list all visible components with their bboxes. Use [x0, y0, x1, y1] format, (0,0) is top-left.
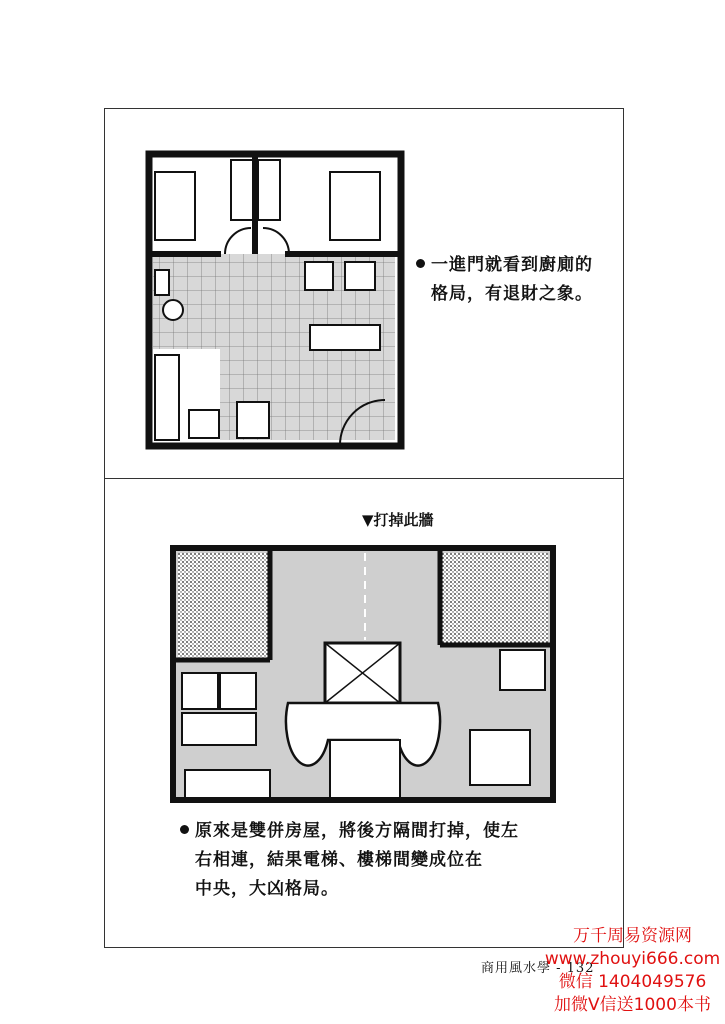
watermark	[540, 925, 725, 1017]
bullet-icon	[180, 825, 189, 834]
watermark-line4: 加微V信送1000本书	[554, 995, 711, 1015]
bottom-caption-line1: 原來是雙併房屋，將後方隔間打掉，使左	[195, 821, 519, 841]
bullet-icon	[416, 259, 425, 268]
top-caption-line2: 格局，有退財之象。	[431, 284, 593, 304]
watermark-line3: 微信 1404049576	[558, 972, 707, 992]
floor-plan-top	[145, 150, 405, 450]
floor-plan-bottom	[170, 545, 556, 803]
bottom-caption-line3: 中央，大凶格局。	[195, 879, 339, 899]
bottom-caption	[180, 817, 519, 904]
bottom-caption-line2: 右相連，結果電梯、樓梯間變成位在	[195, 850, 483, 870]
section-divider	[104, 478, 624, 479]
wall-label: ▼打掉此牆	[362, 511, 434, 529]
watermark-line1: 万千周易资源网	[573, 926, 692, 946]
watermark-line2: www.zhouyi666.com	[544, 949, 721, 969]
top-caption-line1: 一進門就看到廚廁的	[431, 255, 593, 275]
page-footer: 商用風水學 - 132	[481, 961, 595, 976]
top-caption	[416, 251, 593, 309]
